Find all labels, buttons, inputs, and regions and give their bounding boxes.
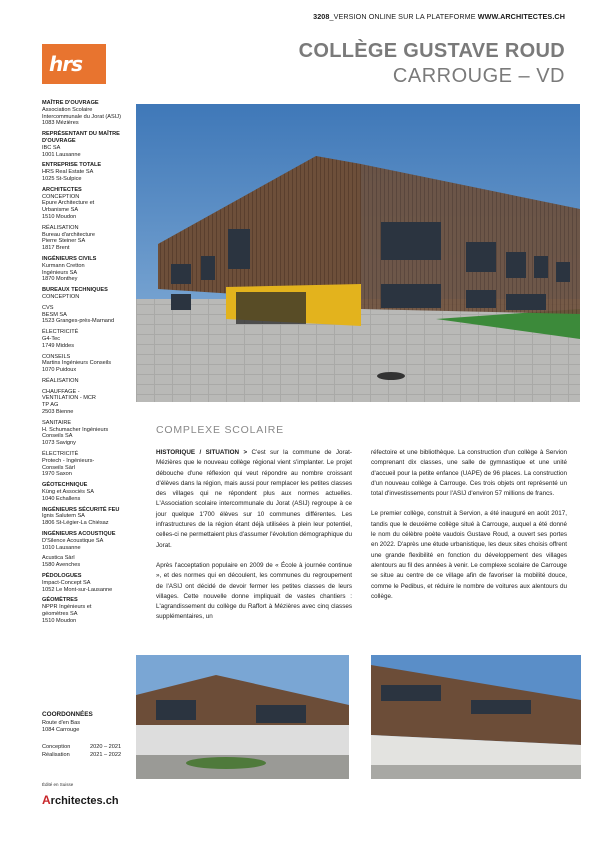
credit-line: 1073 Savigny — [42, 440, 76, 447]
credit-line: BESM SA — [42, 311, 67, 318]
credit-group — [42, 131, 134, 158]
credit-line: Bureau d'architecture — [42, 231, 95, 238]
header-online-version: 3208_VERSION ONLINE SUR LA PLATEFORME WWW.ARCHITECTES.CH — [313, 12, 565, 21]
credit-group — [42, 597, 134, 624]
credit-heading: REPRÉSENTANT DU MAÎTRE D'OUVRAGE — [42, 131, 120, 144]
credit-line: 1025 St-Sulpice — [42, 175, 82, 182]
credit-line: Conseils SA — [42, 433, 73, 440]
credit-heading: BUREAUX TECHNIQUES — [42, 287, 108, 294]
article-paragraph: C'est sur la commune de Jorat-Mézières que le nouveau collège régional vient s'implanter. Le projet débouche d'une réflexion qui veut répondre au nombre croissant d'élèves dans la région, mais aussi pour remplacer les petites classes des villages qui ne répondent plus aux normes actuelles. L'Association scolaire intercommunale du Jorat (ASIJ) regroupe à ce jour quelque 1'700 élèves sur 10 communes différentes. Les infrastructures de la région étant déjà utilisées à plein leur potentiel, celles-ci ne permettaient plus d'assumer l'évolution démographique du Jorat. — [156, 449, 352, 549]
article-column-1 — [156, 448, 352, 633]
section-title: COMPLEXE SCOLAIRE — [156, 424, 284, 436]
page-title: COLLÈGE GUSTAVE ROUD — [298, 40, 565, 62]
credit-heading: INGÉNIEURS CIVILS — [42, 255, 97, 262]
website-link[interactable]: WWW.ARCHITECTES.CH — [477, 12, 565, 21]
credit-line: Association Scolaire — [42, 106, 93, 113]
credit-line: IBC SA — [42, 144, 61, 151]
credit-heading: ARCHITECTES — [42, 186, 82, 193]
credit-line: Ingénieurs SA — [42, 269, 78, 276]
credit-line: CONCEPTION — [42, 193, 80, 200]
credit-group — [42, 482, 134, 502]
credit-line: VENTILATION - MCR — [42, 395, 96, 402]
credit-line: D'Silence Acoustique SA — [42, 537, 104, 544]
main-building-photo — [136, 104, 580, 402]
credit-line: ÉLECTRICITÉ — [42, 329, 79, 336]
credit-line: 1523 Granges-près-Marnand — [42, 318, 115, 325]
credit-line: 2503 Bienne — [42, 409, 74, 416]
credit-heading: ENTREPRISE TOTALE — [42, 162, 102, 169]
credit-line: 1870 Monthey — [42, 276, 78, 283]
credit-group — [42, 162, 134, 182]
credit-line: SANITAIRE — [42, 419, 72, 426]
section-keyword: HISTORIQUE / SITUATION > — [156, 449, 248, 456]
credit-line: 1040 Echallens — [42, 495, 81, 502]
article-paragraph: Après l'acceptation populaire en 2009 de « École à journée continue », et des normes qui en découlent, les communes du regroupement de l'ASIJ ont décidé de devoir fermer les petites classes de leurs villages. Cette nouvelle donne impliquait de vastes chantiers : L'agrandissement du collège du Raffort à Mézières avec cinq classes supplémentaires, un — [156, 561, 352, 621]
credit-line: 1817 Brent — [42, 245, 70, 252]
credit-line: 1010 Lausanne — [42, 544, 81, 551]
credit-line: Martins Ingénieurs Conseils — [42, 360, 112, 367]
credit-line: géomètres SA — [42, 611, 78, 617]
facade-photo — [371, 655, 581, 779]
credit-heading: INGÉNIEURS SÉCURITÉ FEU — [42, 506, 120, 513]
credit-group — [42, 187, 134, 252]
dates-block: Conception 2020 – 2021 Réalisation 2021 – 2022 — [42, 744, 122, 758]
credit-group — [42, 100, 134, 127]
credit-line: CVS — [42, 304, 54, 311]
credit-line: 1580 Avenches — [42, 562, 81, 569]
credit-line: Acustica Sàrl — [42, 555, 75, 562]
credit-line: 1510 Moudon — [42, 617, 77, 624]
credit-group — [42, 287, 134, 478]
credit-heading: INGÉNIEURS ACOUSTIQUE — [42, 531, 116, 538]
page-subtitle: CARROUGE – VD — [392, 65, 565, 87]
architectes-logo[interactable]: Architectes.ch — [42, 793, 119, 807]
credit-line: CONSEILS — [42, 353, 71, 360]
credit-line: Ignis Salutem SA — [42, 513, 85, 520]
edited-note: Édité en Suisse — [42, 782, 74, 787]
credit-group — [42, 256, 134, 283]
courtyard-photo — [136, 655, 349, 779]
credit-line: RÉALISATION — [42, 224, 79, 231]
credit-line: CONCEPTION — [42, 293, 80, 300]
article-column-2 — [371, 448, 567, 612]
page-title-block — [299, 40, 565, 88]
credit-line: Pierre Steiner SA — [42, 238, 86, 245]
credit-line: TP AG — [42, 402, 59, 409]
credit-heading: GÉOMÈTRES — [42, 597, 78, 604]
credit-line: 1806 St-Légier-La Chiésaz — [42, 520, 109, 527]
credit-line: CHAUFFAGE - — [42, 388, 80, 395]
article-paragraph: Le premier collège, construit à Servion, a été inauguré en août 2017, tandis que le deuxième collège situé à Carrouge, auquel a été donné le nom du célèbre poète vaudois Gustave Roud, a ouvert ses portes en 2022. D'après une étude urbanistique, les deux sites choisis offrent une grande flexibilité en fonction du développement des villages alentours au fil des années à venir. Le complexe scolaire de Carrouge se situe au centre de ce village afin de favoriser la mobilité douce, comme le Pedibus, et réduire le nombre de voitures aux alentours du collège. — [371, 510, 567, 600]
credit-group — [42, 507, 134, 527]
credit-line: 1052 Le Mont-sur-Lausanne — [42, 586, 113, 593]
credit-line: 1001 Lausanne — [42, 151, 81, 158]
credit-line: Intercommunale du Jorat (ASIJ) — [42, 113, 121, 120]
credit-line: 1510 Moudon — [42, 213, 77, 220]
credit-line: NPPR Ingénieurs et — [42, 604, 92, 611]
credit-heading: PÉDOLOGUES — [42, 573, 82, 580]
credit-line: Küng et Associés SA — [42, 489, 94, 496]
credit-line: HRS Real Estate SA — [42, 169, 94, 176]
credit-line: Impact-Concept SA — [42, 579, 91, 586]
credit-line: Epure Architecture et — [42, 200, 95, 207]
article-paragraph: réfectoire et une bibliothèque. La construction d'un collège à Servion comprenant dix classes, une salle de gymnastique et une unité d'accueil pour la petite enfance (UAPE) de 96 places. La construction d'un nouveau collège à Carrouge. Ces trois objets ont représenté un total d'investissements pour l'ASIJ d'environ 57 millions de francs. — [371, 449, 567, 498]
credit-line: 1083 Mézières — [42, 120, 79, 127]
credit-heading: MAÎTRE D'OUVRAGE — [42, 100, 99, 106]
credit-heading: GÉOTECHNIQUE — [42, 482, 88, 489]
credit-line: H. Schumacher Ingénieurs — [42, 426, 109, 433]
coordinates-block: COORDONNÉES Route d'en Bas 1084 Carrouge — [42, 711, 93, 733]
credit-line: ÉLECTRICITÉ — [42, 451, 79, 458]
credit-line: RÉALISATION — [42, 377, 79, 384]
credit-line: 1070 Puidoux — [42, 367, 77, 374]
credit-group — [42, 573, 134, 593]
credits-sidebar — [42, 100, 134, 629]
credit-line: G4-Tec — [42, 335, 61, 342]
credit-line: 1970 Saxon — [42, 471, 72, 478]
credit-line: Kurmann Cretton — [42, 262, 85, 269]
credit-group — [42, 531, 134, 569]
credit-line: Protech - Ingénieurs- — [42, 457, 95, 464]
credit-line: 1749 Middes — [42, 342, 75, 349]
credit-line: Urbanisme SA — [42, 207, 79, 214]
credit-line: Conseils Sàrl — [42, 464, 75, 471]
hrs-logo: hrs — [42, 44, 106, 84]
